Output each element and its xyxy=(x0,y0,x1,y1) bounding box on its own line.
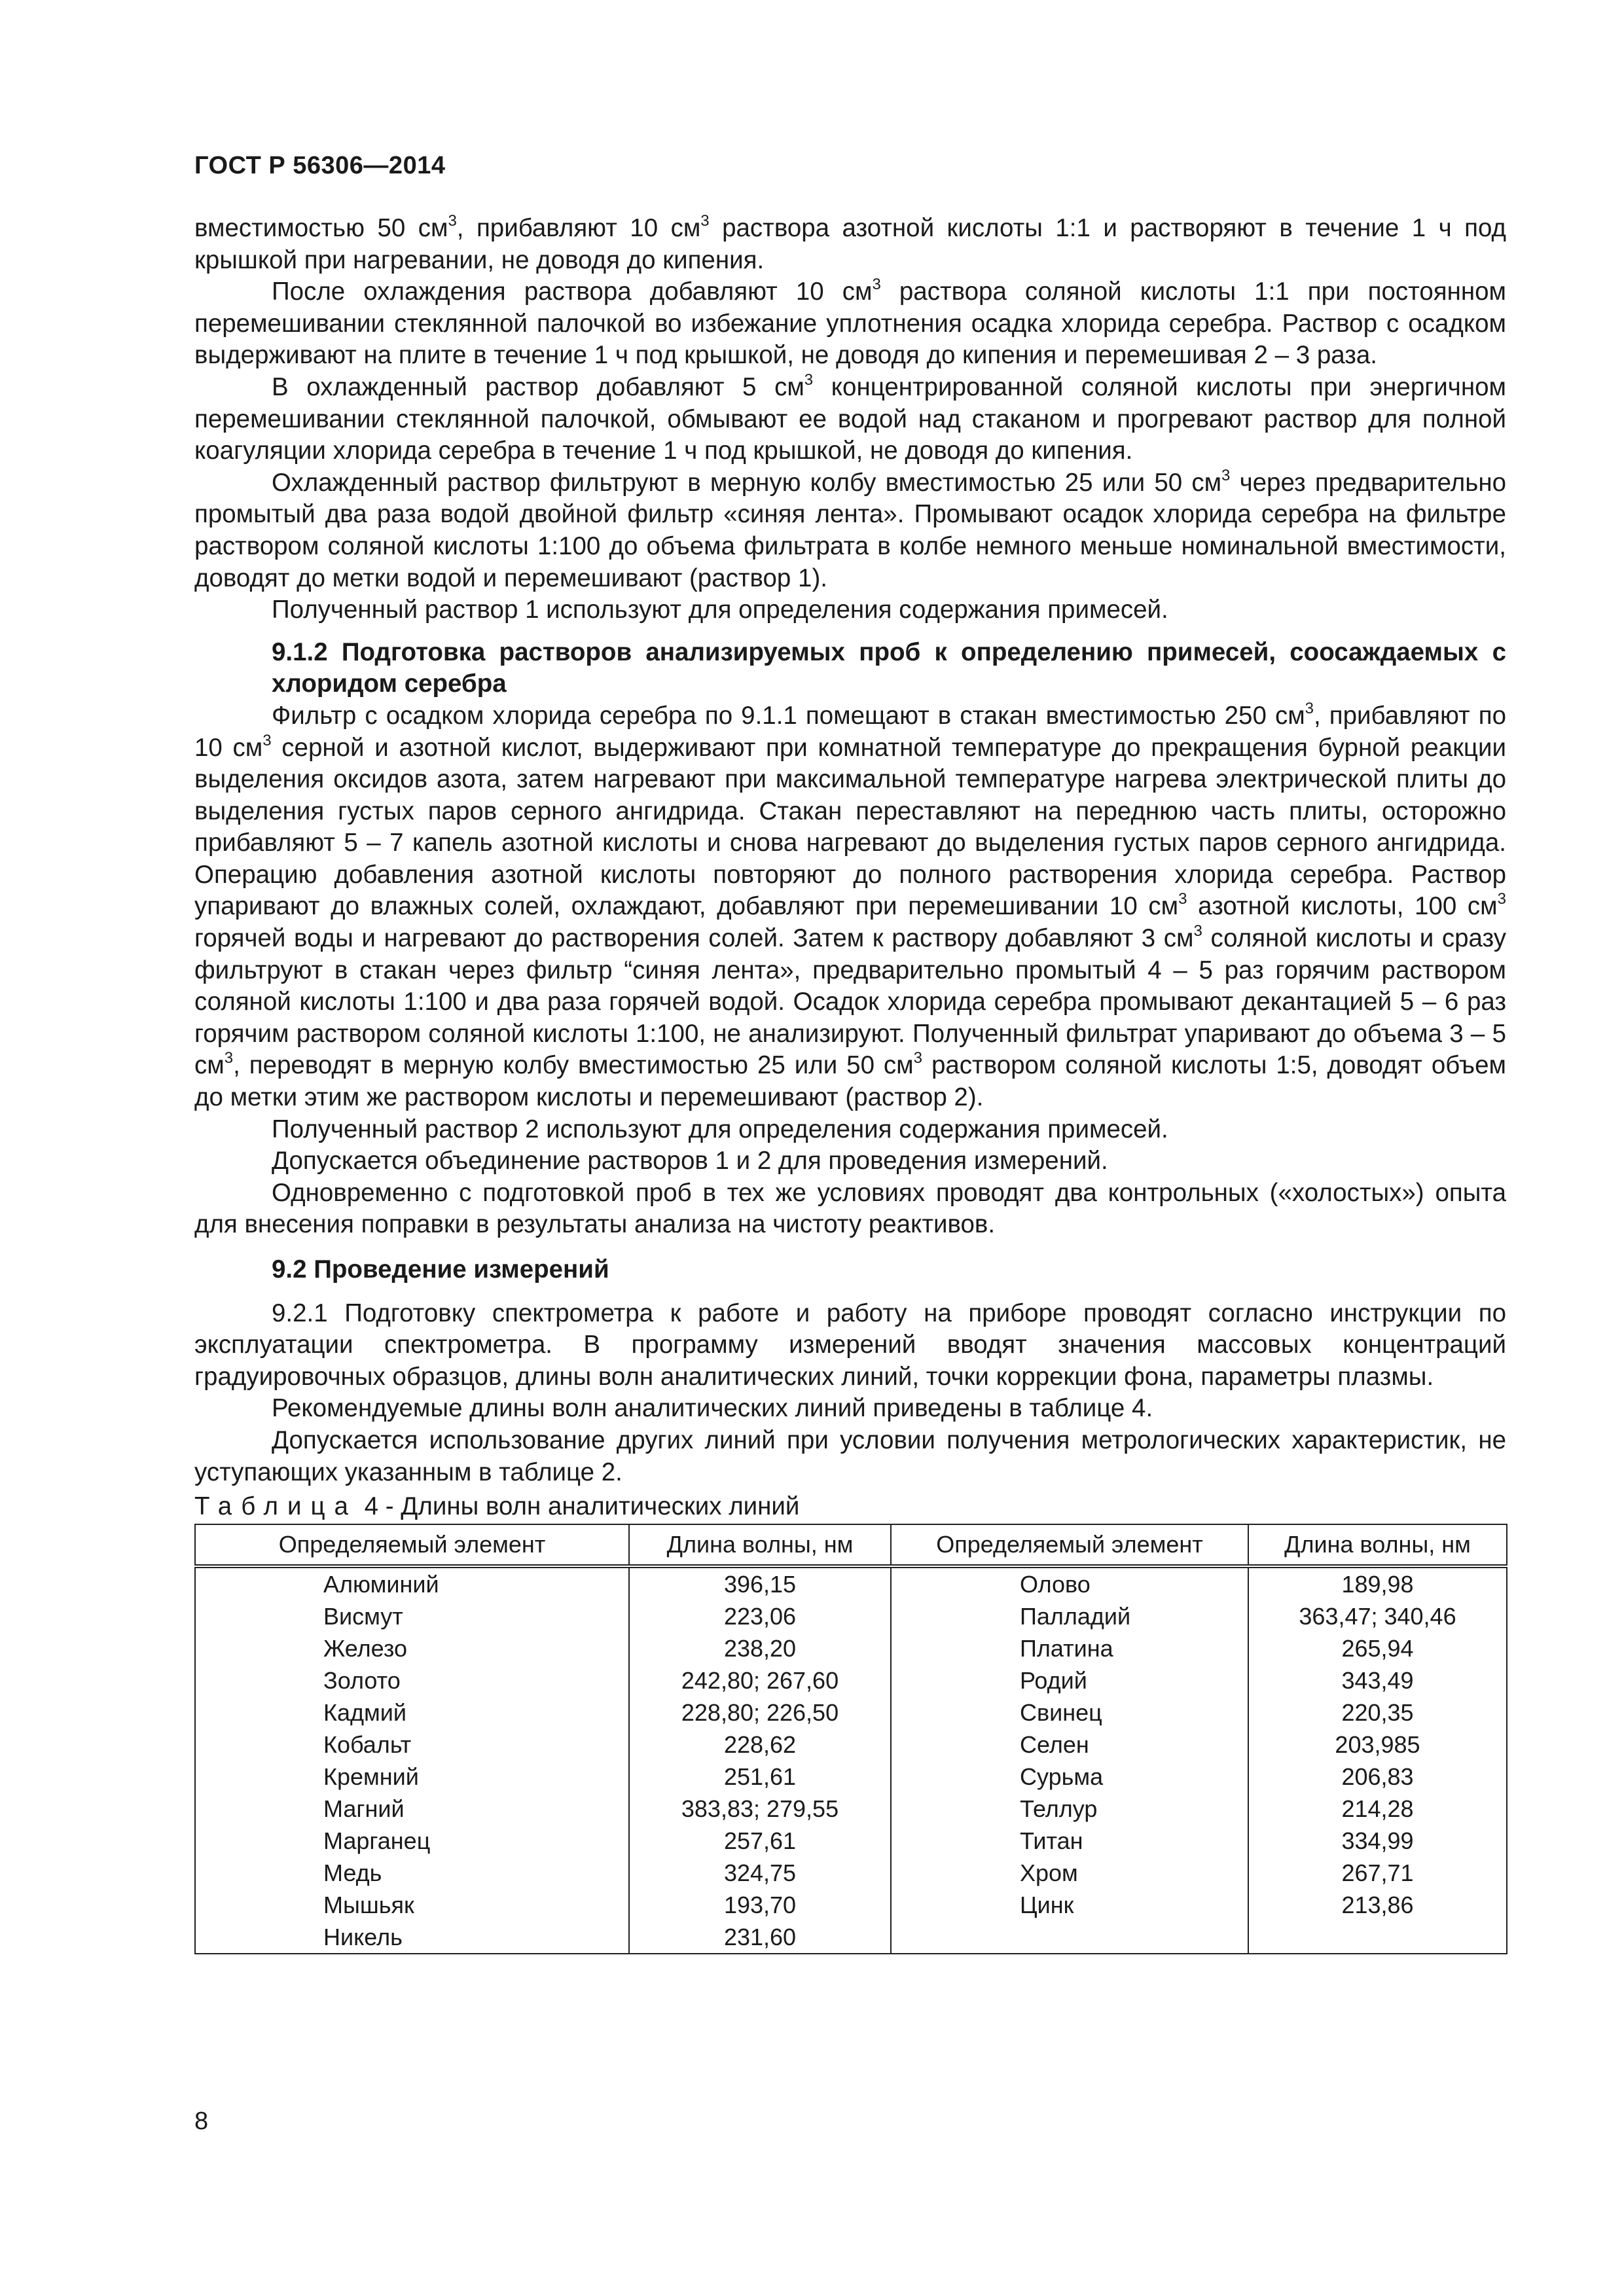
element-name-cell: Титан xyxy=(891,1825,1248,1857)
wavelength-table xyxy=(194,1524,1507,1954)
column-header: Определяемый элемент xyxy=(195,1524,629,1566)
table-caption-title: 4 - Длины волн аналитических линий xyxy=(364,1492,800,1521)
table-row xyxy=(195,1729,1507,1761)
paragraph: Полученный раствор 2 используют для определения содержания примесей. xyxy=(272,1115,1168,1143)
document-header: ГОСТ Р 56306—2014 xyxy=(194,152,446,179)
element-name-cell: Свинец xyxy=(891,1696,1248,1729)
superscript: 3 xyxy=(872,276,881,294)
wavelength-cell: 220,35 xyxy=(1248,1696,1507,1729)
wavelength-cell: 363,47; 340,46 xyxy=(1248,1600,1507,1632)
superscript: 3 xyxy=(448,212,457,230)
superscript: 3 xyxy=(224,1049,234,1067)
table-row xyxy=(195,1857,1507,1889)
wavelength-cell: 228,80; 226,50 xyxy=(629,1696,891,1729)
paragraph: вместимостью 50 $см^3$, прибавляют 10 $см^3$ раствора азотной кислоты 1:1 и растворяют в течение 1 ч под крышкой при нагревании, не доводя до кипения. xyxy=(194,212,1506,274)
wavelength-cell: 265,94 xyxy=(1248,1632,1507,1664)
wavelength-cell: 228,62 xyxy=(629,1729,891,1761)
table-caption-label: Таблица xyxy=(194,1492,357,1521)
wavelength-cell: 203,985 xyxy=(1248,1729,1507,1761)
table-row xyxy=(195,1566,1507,1600)
element-name-cell: Висмут xyxy=(195,1600,629,1632)
page-number: 8 xyxy=(194,2108,209,2135)
paragraph: Рекомендуемые длины волн аналитических линий приведены в таблице 4. xyxy=(272,1394,1153,1423)
paragraph: Полученный раствор 1 используют для определения содержания примесей. xyxy=(272,596,1168,624)
element-name-cell: Никель xyxy=(195,1921,629,1954)
element-name-cell xyxy=(891,1921,1248,1954)
table-row xyxy=(195,1696,1507,1729)
superscript: 3 xyxy=(1221,466,1231,484)
wavelength-cell: 396,15 xyxy=(629,1566,891,1600)
body-text xyxy=(194,213,1506,1954)
wavelength-cell: 257,61 xyxy=(629,1825,891,1857)
table-row xyxy=(195,1825,1507,1857)
table-row xyxy=(195,1921,1507,1954)
column-header: Определяемый элемент xyxy=(891,1524,1248,1566)
wavelength-cell: 251,61 xyxy=(629,1761,891,1793)
superscript: 3 xyxy=(700,212,710,230)
paragraph: Охлажденный раствор фильтруют в мерную колбу вместимостью 25 или 50 $см^3$ через предварительно промытый два раза водой двойной фильтр «синяя лента». Промывают осадок хлорида серебра на фильтре раствором соляной кислоты 1:100 до объема фильтрата в колбе немного меньше номинальной вместимости, доводят до метки водой и перемешивают (раствор 1). xyxy=(194,466,1506,592)
superscript: 3 xyxy=(1193,922,1202,941)
superscript: 3 xyxy=(262,731,272,749)
wavelength-cell: 223,06 xyxy=(629,1600,891,1632)
wavelength-cell: 238,20 xyxy=(629,1632,891,1664)
superscript: 3 xyxy=(1305,699,1314,717)
paragraph: Допускается объединение растворов 1 и 2 для проведения измерений. xyxy=(272,1147,1108,1175)
element-name-cell: Магний xyxy=(195,1793,629,1825)
element-name-cell: Палладий xyxy=(891,1600,1248,1632)
wavelength-cell: 214,28 xyxy=(1248,1793,1507,1825)
element-name-cell: Кадмий xyxy=(195,1696,629,1729)
table-row xyxy=(195,1761,1507,1793)
wavelength-cell: 231,60 xyxy=(629,1921,891,1954)
paragraph: Допускается использование других линий при условии получения метрологических характеристик, не уступающих указанным в таблице 2. xyxy=(194,1426,1506,1486)
wavelength-cell xyxy=(1248,1921,1507,1954)
element-name-cell: Мышьяк xyxy=(195,1889,629,1921)
element-name-cell: Марганец xyxy=(195,1825,629,1857)
wavelength-cell: 206,83 xyxy=(1248,1761,1507,1793)
superscript: 3 xyxy=(913,1049,923,1067)
column-header: Длина волны, нм xyxy=(1248,1524,1507,1566)
table-row xyxy=(195,1632,1507,1664)
paragraph: В охлажденный раствор добавляют 5 $см^3$ концентрированной соляной кислоты при энергичном перемешивании стеклянной палочкой, обмывают ее водой над стаканом и прогревают раствор для полной коагуляции хлорида серебра в течение 1 ч под крышкой, не доводя до кипения. xyxy=(194,370,1506,465)
superscript: 3 xyxy=(804,370,814,389)
wavelength-cell: 334,99 xyxy=(1248,1825,1507,1857)
paragraph: После охлаждения раствора добавляют 10 $см^3$ раствора соляной кислоты 1:1 при постоянном перемешивании стеклянной палочкой во избежание уплотнения осадка хлорида серебра. Раствор с осадком выдерживают на плите в течение 1 ч под крышкой, не доводя до кипения и перемешивая 2 – 3 раза. xyxy=(194,276,1506,370)
wavelength-cell: 343,49 xyxy=(1248,1664,1507,1696)
table-row xyxy=(195,1664,1507,1696)
element-name-cell: Медь xyxy=(195,1857,629,1889)
column-header: Длина волны, нм xyxy=(629,1524,891,1566)
element-name-cell: Цинк xyxy=(891,1889,1248,1921)
section-heading-9-1-2: 9.1.2 Подготовка растворов анализируемых проб к определению примесей, соосаждаемых с хлоридом серебра xyxy=(272,637,1506,698)
element-name-cell: Платина xyxy=(891,1632,1248,1664)
element-name-cell: Сурьма xyxy=(891,1761,1248,1793)
element-name-cell: Алюминий xyxy=(195,1566,629,1600)
wavelength-cell: 189,98 xyxy=(1248,1566,1507,1600)
paragraph: Одновременно с подготовкой проб в тех же условиях проводят два контрольных («холостых») опыта для внесения поправки в результаты анализа на чистоту реактивов. xyxy=(194,1178,1506,1239)
paragraph: 9.2.1 Подготовку спектрометра к работе и работу на приборе проводят согласно инструкции по эксплуатации спектрометра. В программу измерений вводят значения массовых концентраций градуировочных образцов, длины волн аналитических линий, точки коррекции фона, параметры плазмы. xyxy=(194,1299,1506,1391)
element-name-cell: Кремний xyxy=(195,1761,629,1793)
wavelength-cell: 193,70 xyxy=(629,1889,891,1921)
wavelength-cell: 213,86 xyxy=(1248,1889,1507,1921)
wavelength-cell: 242,80; 267,60 xyxy=(629,1664,891,1696)
element-name-cell: Родий xyxy=(891,1664,1248,1696)
element-name-cell: Железо xyxy=(195,1632,629,1664)
section-heading-9-2: 9.2 Проведение измерений xyxy=(272,1255,609,1283)
element-name-cell: Теллур xyxy=(891,1793,1248,1825)
superscript: 3 xyxy=(1178,890,1187,908)
element-name-cell: Хром xyxy=(891,1857,1248,1889)
element-name-cell: Олово xyxy=(891,1566,1248,1600)
element-name-cell: Селен xyxy=(891,1729,1248,1761)
table-row xyxy=(195,1600,1507,1632)
paragraph: Фильтр с осадком хлорида серебра по 9.1.1 помещают в стакан вместимостью 250 $см^3$, прибавляют по 10 $см^3$ серной и азотной кислот, выдерживают при комнатной температуре до прекращения бурной реакции выделения оксидов азота, затем нагревают при максимальной температуре нагрева электрической плиты до выделения густых паров серного ангидрида. Стакан переставляют на переднюю часть плиты, осторожно прибавляют 5 – 7 капель азотной кислоты и снова нагревают до выделения густых паров серного ангидрида. Операцию добавления азотной кислоты повторяют до полного растворения хлорида серебра. Раствор упаривают до влажных солей, охлаждают, добавляют при перемешивании 10 $см^3$ азотной кислоты, 100 $см^3$ горячей воды и нагревают до растворения солей. Затем к раствору добавляют 3 $см^3$ соляной кислоты и сразу фильтруют в стакан через фильтр “синяя лента», предварительно промытый 4 – 5 раз горячим раствором соляной кислоты 1:100 и два раза горячей водой. Осадок хлорида серебра промывают декантацией 5 – 6 раз горячим раствором соляной кислоты 1:100, не анализируют. Полученный фильтрат упаривают до объема 3 – 5 $см^3$, переводят в мерную колбу вместимостью 25 или 50 $см^3$ раствором соляной кислоты 1:5, доводят объем до метки этим же раствором кислоты и перемешивают (раствор 2). xyxy=(194,699,1506,1112)
wavelength-cell: 383,83; 279,55 xyxy=(629,1793,891,1825)
table-row xyxy=(195,1889,1507,1921)
superscript: 3 xyxy=(1497,890,1506,908)
table-header-row xyxy=(195,1524,1507,1566)
table-row xyxy=(195,1793,1507,1825)
table-caption xyxy=(194,1492,1506,1521)
wavelength-cell: 324,75 xyxy=(629,1857,891,1889)
element-name-cell: Кобальт xyxy=(195,1729,629,1761)
wavelength-cell: 267,71 xyxy=(1248,1857,1507,1889)
element-name-cell: Золото xyxy=(195,1664,629,1696)
